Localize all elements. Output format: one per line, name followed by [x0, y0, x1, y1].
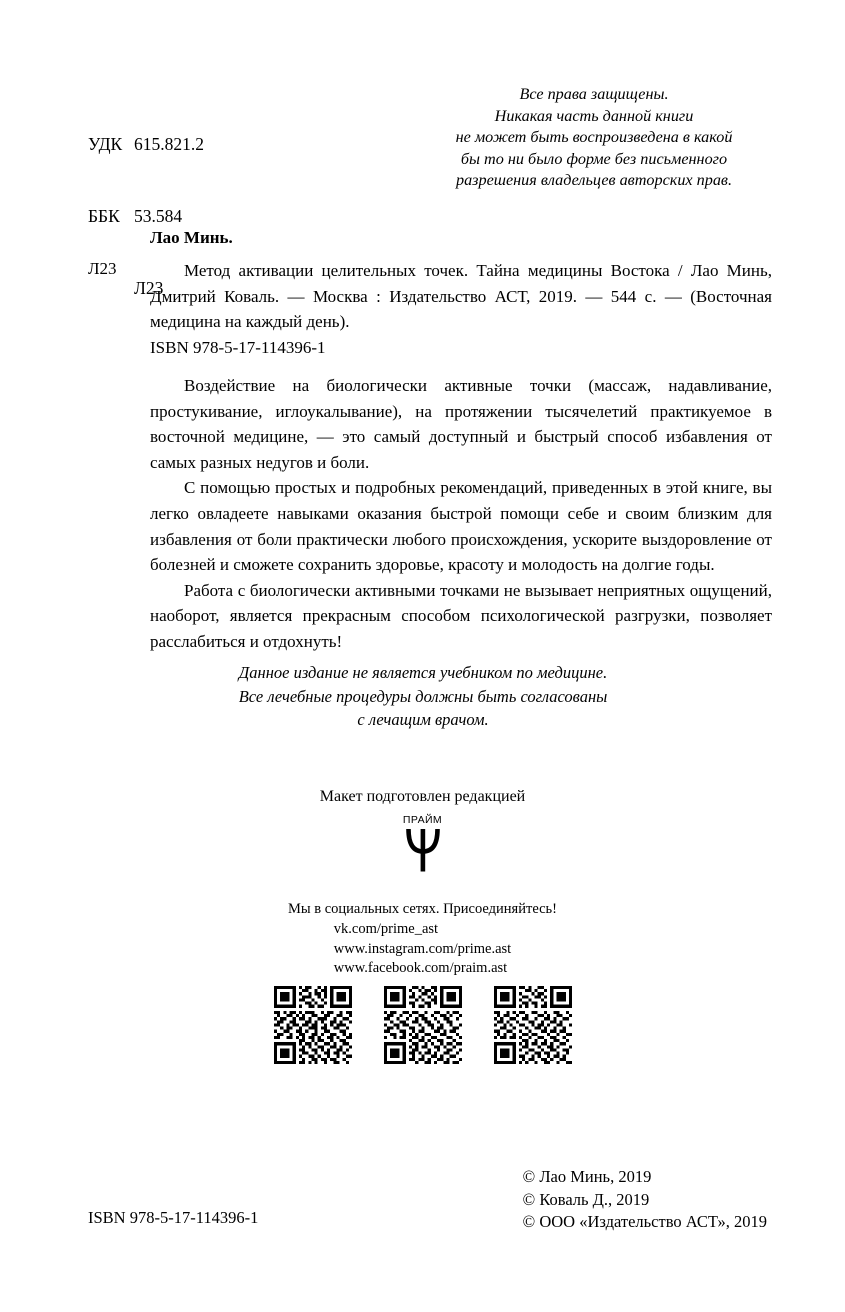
publisher-logo: [0, 815, 845, 872]
rights-line-2: Никакая часть данной книги: [494, 106, 694, 125]
annotation-paragraph-1: Воздействие на биологически активные точки (массаж, надавливание, простукивание, иглоукалывание), на протяжении тысячелетий практикуемое в восточной медицине, — это самый доступный и быстрый способ избавления от самых разных недугов и боли.: [150, 376, 772, 472]
udk-label: УДК: [88, 134, 123, 154]
qr-code-vk[interactable]: [274, 986, 352, 1064]
social-link-instagram[interactable]: www.instagram.com/prime.ast: [333, 940, 512, 957]
qr-code-facebook[interactable]: [494, 986, 572, 1064]
psi-symbol-icon: [400, 825, 446, 872]
copyright-line-3: © ООО «Издательство АСТ», 2019: [522, 1212, 767, 1231]
social-heading: Мы в социальных сетях. Присоединяйтесь!: [287, 901, 557, 917]
bbk-row: [88, 204, 204, 228]
annotation-block: [150, 373, 772, 655]
disclaimer-line-3: с лечащим врачом.: [357, 710, 489, 729]
rights-line-1: Все права защищены.: [519, 85, 669, 103]
annotation-paragraph-2: С помощью простых и подробных рекомендаций, приведенных в этой книге, вы легко овладеете навыками оказания быстрой помощи себе и своим близким для избавления от боли практически любого происхождения, ускорите выздоровление от болезней и сможете сохранить здоровье, красоту и молодость на долгие годы.: [150, 478, 772, 575]
qr-code-row: [0, 986, 845, 1064]
biblio-shelf-code: Л23: [88, 259, 117, 278]
disclaimer-line-2: Все лечебные процедуры должны быть согласованы: [238, 686, 608, 706]
social-link-vk[interactable]: vk.com/prime_ast: [333, 921, 439, 938]
publisher-logo-wordmark: ПРАЙМ: [402, 814, 443, 826]
footer-isbn: ISBN 978-5-17-114396-1: [88, 1208, 259, 1227]
udk-row: [88, 132, 204, 156]
layout-credit: Макет подготовлен редакцией: [319, 788, 526, 805]
rights-line-4: бы то ни было форме без письменного: [460, 149, 728, 168]
copyright-block: [523, 1166, 767, 1234]
biblio-description: Метод активации целительных точек. Тайна медицины Востока / Лао Минь, Дмитрий Коваль. — Москва : Издательство АСТ, 2019. — 544 с. — (Восточная медицина на каждый день).: [150, 261, 772, 331]
bbk-value: 53.584: [134, 206, 183, 226]
bbk-label: ББК: [88, 206, 120, 226]
social-links: [334, 920, 511, 978]
biblio-author-heading: Лао Минь.: [150, 228, 233, 247]
qr-code-instagram[interactable]: [384, 986, 462, 1064]
rights-line-3: не может быть воспроизведена в какой: [455, 128, 733, 146]
rights-notice: [396, 84, 792, 192]
copyright-line-2: © Коваль Д., 2019: [522, 1189, 650, 1209]
social-block: [0, 900, 845, 979]
disclaimer-line-1: Данное издание не является учебником по медицине.: [238, 663, 608, 682]
annotation-paragraph-3: Работа с биологически активными точками не вызывает неприятных ощущений, наоборот, является прекрасным способом психологической разгрузки, позволяет расслабиться и отдохнуть!: [150, 580, 772, 651]
udk-value: 615.821.2: [134, 134, 204, 154]
biblio-isbn: ISBN 978-5-17-114396-1: [150, 338, 326, 357]
shelf-code-value: Л23: [134, 278, 164, 298]
copyright-line-1: © Лао Минь, 2019: [522, 1167, 652, 1186]
rights-line-5: разрешения владельцев авторских прав.: [455, 171, 733, 189]
social-link-facebook[interactable]: www.facebook.com/praim.ast: [333, 960, 508, 977]
medical-disclaimer: [123, 661, 723, 732]
